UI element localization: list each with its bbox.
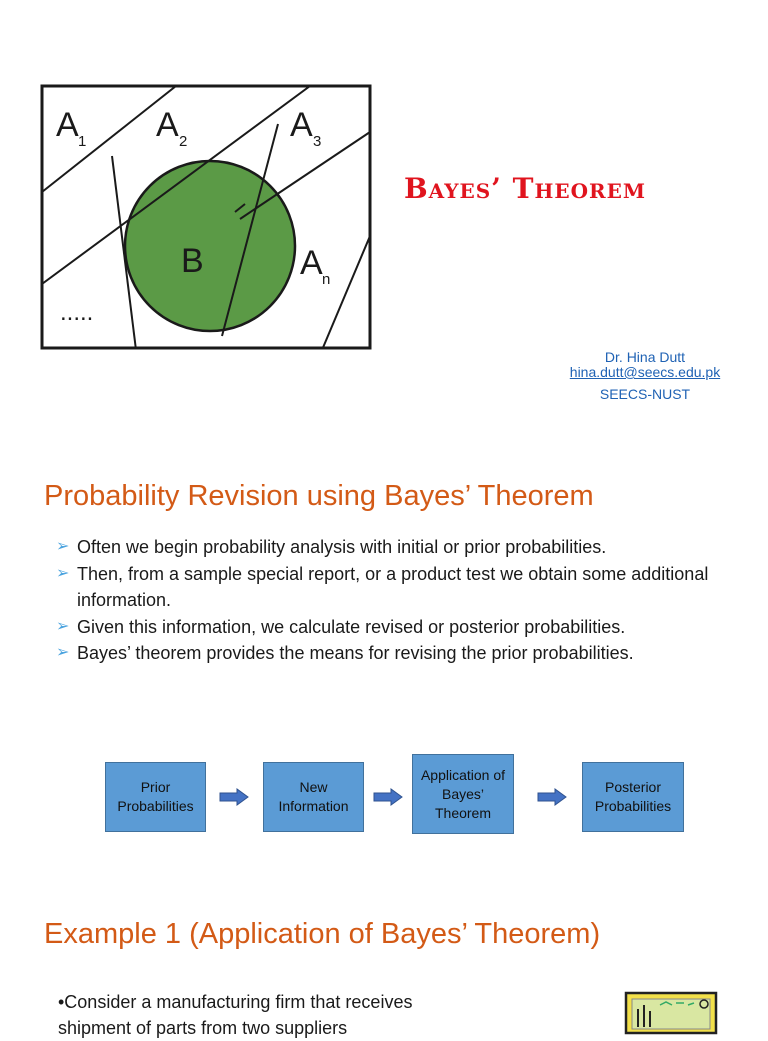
author-organization: SEECS-NUST [599,386,691,402]
flow-box-posterior [582,762,684,832]
bullet-text: Often we begin probability analysis with initial or prior probabilities. [77,537,607,557]
right-arrow-icon [373,789,403,805]
subscript-n: n [322,271,331,288]
flow-label: New Information [278,779,349,814]
example-bullet-continued: shipment of parts from two suppliers [58,1018,348,1038]
bullet-text: Bayes’ theorem provides the means for revising the prior probabilities. [77,643,634,664]
author-name: Dr. Hina Dutt [604,349,686,365]
author-email-link[interactable]: hina.dutt@seecs.edu.pk [569,364,721,380]
bullet-text: Then, from a sample special report, or a product test we obtain some additional information. [77,563,709,611]
arrow-bullet-icon: ➢ [56,644,70,662]
flow-label: Prior Probabilities [117,779,194,814]
example-slide [0,865,768,1038]
arrow-bullet-icon: ➢ [56,617,70,635]
probability-revision-slide [0,440,768,865]
bullet-list [56,534,736,667]
bullet-item [56,561,736,614]
label-a2: A [156,106,179,144]
right-arrow-icon [219,789,249,805]
bullet-item [56,534,736,561]
bullet-text: Given this information, we calculate revised or posterior probabilities. [77,616,626,637]
event-b-circle [125,161,295,331]
flow-box-prior [105,762,206,832]
slide-title: Example 1 (Application of Bayes’ Theorem) [44,918,601,950]
example-text [58,989,412,1041]
bullet-item [56,614,736,641]
venn-diagram [40,84,374,352]
bullet-item [56,640,736,667]
ellipsis-label: ..... [60,299,94,326]
slide-title: Bayes’ Theorem [404,172,647,205]
flow-box-application [412,754,514,834]
right-arrow-icon [537,789,567,805]
subscript-2: 2 [179,133,188,150]
flow-label: Posterior Probabilities [594,779,672,814]
title-slide [0,0,768,440]
subscript-3: 3 [313,133,322,150]
label-b: B [181,242,204,280]
label-an: A [300,244,323,282]
slide-title: Probability Revision using Bayes’ Theorem [44,480,594,512]
flow-box-new-information [263,762,364,832]
arrow-bullet-icon: ➢ [56,564,70,582]
label-a3: A [290,106,313,144]
subscript-1: 1 [78,133,87,150]
flow-label: Application of Bayes’ Theorem [420,766,506,821]
arrow-bullet-icon: ➢ [56,538,70,555]
label-a1: A [56,106,79,144]
shipment-clipart-icon [624,991,718,1031]
example-bullet: •Consider a manufacturing firm that receives [58,992,413,1012]
